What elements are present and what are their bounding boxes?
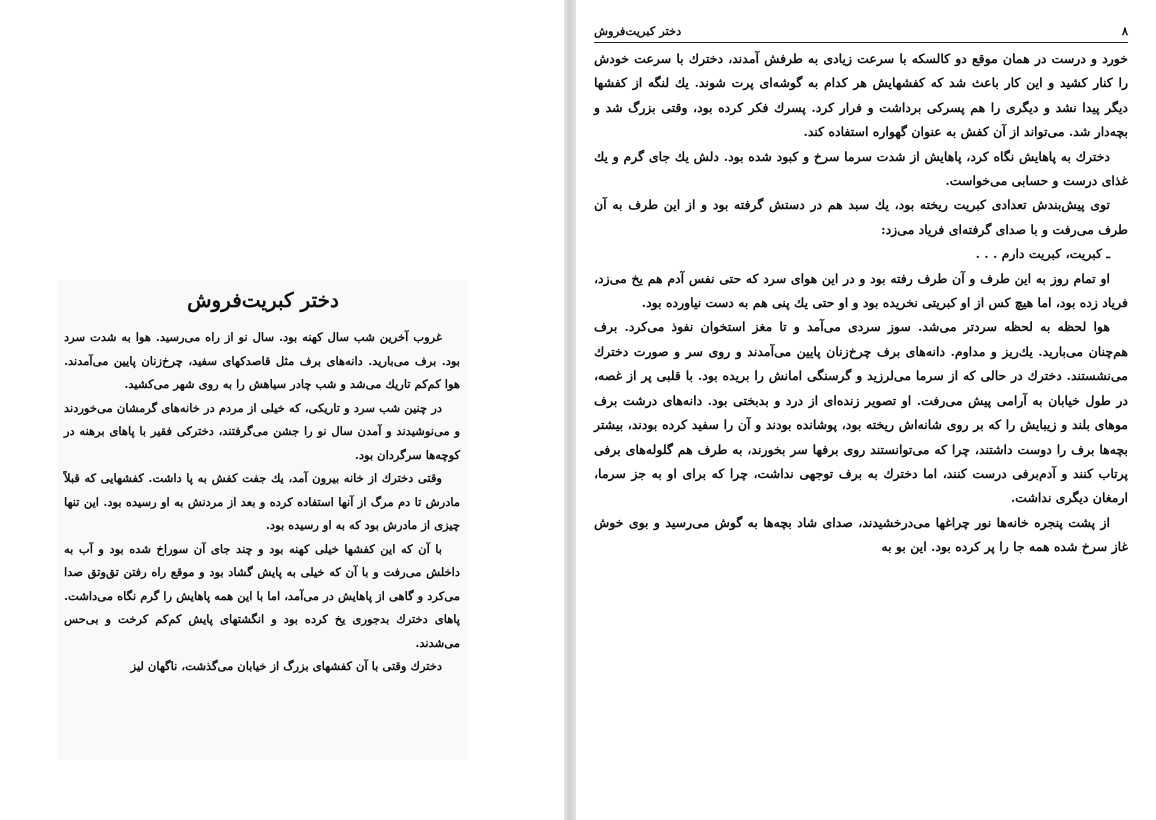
paragraph: توی پیش‌بندش تعدادی کبریت ریخته بود، یك سبد هم در دستش گرفته بود و از این طرف به آن طرف می‌رفت و با صدای گرفته‌ای فریاد می‌زد: (594, 197, 1128, 237)
story-title: دختر کبریت‌فروش (187, 288, 339, 312)
paragraph: وقتی دخترك از خانه بیرون آمد، یك جفت کفش به پا داشت. کفشهایی که قبلاً مادرش تا دم مرگ از آنها استفاده کرده و بعد از مردنش به او رسیده بود. این تنها چیزی از مادرش بود که به او رسیده بود. (64, 471, 460, 532)
dialog-line: ـ کبریت، کبریت دارم . . . (975, 246, 1110, 262)
page-number: ۸ (1121, 24, 1128, 38)
paragraph: از پشت پنجره خانه‌ها نور چراغها می‌درخشیدند، صدای شاد بچه‌ها به گوش می‌رسید و بوی خوش غاز سرخ شده همه جا را پر کرده بود. این بو به (594, 514, 1128, 555)
left-page (58, 280, 468, 760)
right-page-body (594, 47, 1128, 560)
running-title: دختر کبریت‌فروش (594, 24, 682, 38)
paragraph: غروب آخرین شب سال کهنه بود. سال نو از راه می‌رسید. هوا به شدت سرد بود. برف می‌بارید. دانه‌های برف مثل قاصدکهای سفید، چرخ‌زنان پایین می‌آمدند. هوا کم‌کم تاریك می‌شد و شب چادر سیاهش را به روی شهر می‌کشید. (64, 330, 460, 391)
right-page (594, 20, 1128, 790)
paragraph: او تمام روز به این طرف و آن طرف رفته بود و در این هوای سرد که حتی نفس آدم هم یخ می‌زد، فریاد زده بود، اما هیچ کس از او کبریتی نخریده بود و او حتی یك پنی هم به دست نیاورده بود. (594, 270, 1128, 311)
paragraph: با آن که این کفشها خیلی کهنه بود و چند جای آن سوراخ شده بود و آب به داخلش می‌رفت و با آن که خیلی به پایش گشاد بود و موقع راه رفتن تق‌وتق صدا می‌کرد و گاهی از پاهایش در می‌آمد، اما با این همه پاهایش را گرم نگاه می‌داشت. پاهای دخترك بدجوری یخ کرده بود و انگشتهای پایش کم‌کم کرخت و بی‌حس می‌شدند. (64, 541, 460, 650)
paragraph: هوا لحظه به لحظه سردتر می‌شد. سوز سردی می‌آمد و تا مغز استخوان نفوذ می‌کرد. برف هم‌چنان می‌بارید. یك‌ریز و مداوم. دانه‌های برف چرخ‌زنان پایین می‌آمدند و روی سر و صورت دخترك می‌نشستند. دخترك در حالی که از سرما می‌لرزید و گرسنگی امانش را بریده بود. با قلبی پر از غصه، در طول خیابان به آرامی پیش می‌رفت. او تصویر زنده‌ای از درد و بدبختی بود. دانه‌های درشت برف موهای بلند و زیبایش را که بر روی شانه‌اش ریخته بود، پوشانده بودند و آن را سفید کرده بودند، بیشتر بچه‌ها برف را دوست داشتند، چرا که می‌توانستند روی برفها سر بخورند، به طرف هم گلوله‌های برفی پرتاب کنند و آدم‌برفی درست کنند، اما دخترك به برف توجهی نداشت، چرا که برای او به جز سرما، ارمغان دیگری نداشت. (594, 319, 1128, 506)
running-header (594, 20, 1128, 43)
left-page-body (58, 326, 468, 679)
paragraph: خورد و درست در همان موقع دو کالسکه با سرعت زیادی به طرفش آمدند، دخترك با سرعت خودش را کنار کشید و این کار باعث شد که کفشهایش هر کدام به گوشه‌ای پرت شوند. یك لنگه از کفشها دیگر پیدا نشد و دیگری را هم پسرکی برداشت و فرار کرد. پسرك فکر کرده بود، وقتی بزرگ شد و بچه‌دار شد. می‌تواند از آن کفش به عنوان گهواره استفاده کند. (594, 51, 1128, 140)
page-gutter (564, 0, 576, 820)
paragraph: دخترك به پاهایش نگاه کرد، پاهایش از شدت سرما سرخ و کبود شده بود. دلش یك جای گرم و یك غذای درست و حسابی می‌خواست. (594, 148, 1128, 189)
paragraph: دخترك وقتی با آن کفشهای بزرگ از خیابان می‌گذشت، ناگهان لیز (130, 659, 442, 673)
paragraph: در چنین شب سرد و تاریکی، که خیلی از مردم در خانه‌های گرمشان می‌خوردند و می‌نوشیدند و آمدن سال نو را جشن می‌گرفتند، دخترکی فقیر با پاهای برهنه در کوچه‌ها سرگردان بود. (64, 400, 460, 462)
